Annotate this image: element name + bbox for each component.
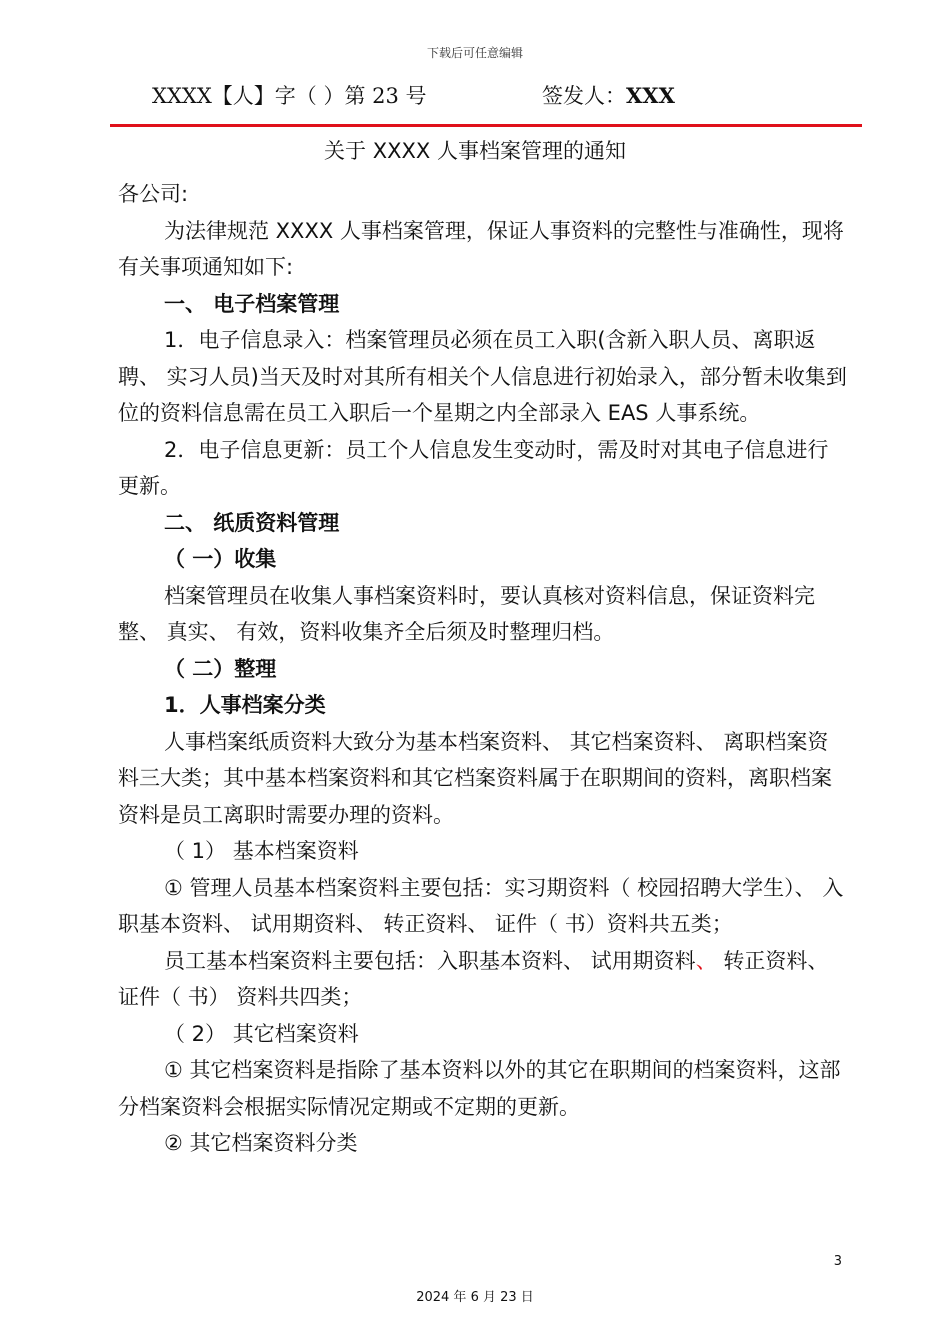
paragraph: 为法律规范 XXXX 人事档案管理，保证人事资料的完整性与准确性，现将有关事项通知如下:	[118, 218, 844, 279]
page-number: 3	[833, 1254, 842, 1269]
paragraph: ① 其它档案资料是指除了基本资料以外的其它在职期间的档案资料，这部分档案资料会根据实际情况定期或不定期的更新。	[118, 1058, 841, 1119]
red-divider-line	[110, 124, 862, 127]
paragraph: 1．电子信息录入：档案管理员必须在员工入职(含新入职人员、离职返聘、 实习人员)当天及时对其所有相关个人信息进行初始录入，部分暂未收集到位的资料信息需在员工入职后一个星期之内全部录入 EAS 人事系统。	[118, 328, 847, 425]
paragraph-part: 转正资料、 证件（ 书） 资料共四类；	[118, 948, 829, 1009]
header-note: 下载后可任意编辑	[426, 46, 523, 60]
document-number: XXXX【人】字（ ）第 23 号	[152, 84, 427, 108]
document-body	[118, 176, 848, 1162]
red-punctuation: 、	[695, 948, 717, 973]
paragraph: 人事档案纸质资料大致分为基本档案资料、 其它档案资料、 离职档案资料三大类；其中基本档案资料和其它档案资料属于在职期间的资料，离职档案资料是员工离职时需要办理的资料。	[118, 729, 832, 827]
paragraph: 2．电子信息更新：员工个人信息发生变动时，需及时对其电子信息进行更新。	[118, 437, 829, 498]
section-heading: 二、 纸质资料管理	[164, 510, 340, 535]
paragraph: ① 管理人员基本档案资料主要包括：实习期资料（ 校园招聘大学生）、 入职基本资料、 试用期资料、 转正资料、 证件（ 书）资料共五类；	[118, 875, 844, 936]
document-title: 关于 XXXX 人事档案管理的通知	[324, 139, 626, 163]
paragraph-salutation: 各公司:	[118, 182, 189, 206]
paragraph	[118, 943, 848, 1016]
paragraph: 档案管理员在收集人事档案资料时，要认真核对资料信息，保证资料完整、 真实、 有效，资料收集齐全后须及时整理归档。	[118, 583, 815, 644]
signer-label: 签发人：	[542, 84, 626, 108]
subsection-heading: （ 一）收集	[164, 547, 277, 571]
subsection-heading: 1．人事档案分类	[164, 693, 326, 717]
signer-name: XXX	[626, 83, 675, 108]
list-label: （ 1） 基本档案资料	[164, 839, 359, 863]
paragraph: ② 其它档案资料分类	[164, 1131, 358, 1155]
section-heading: 一、 电子档案管理	[164, 291, 340, 316]
footer-date: 2024 年 6 月 23 日	[416, 1290, 534, 1305]
subsection-heading: （ 二）整理	[164, 656, 277, 681]
list-label: （ 2） 其它档案资料	[164, 1021, 359, 1046]
signer-line	[542, 80, 675, 110]
paragraph-part: 员工基本档案资料主要包括：入职基本资料、 试用期资料	[164, 948, 696, 973]
